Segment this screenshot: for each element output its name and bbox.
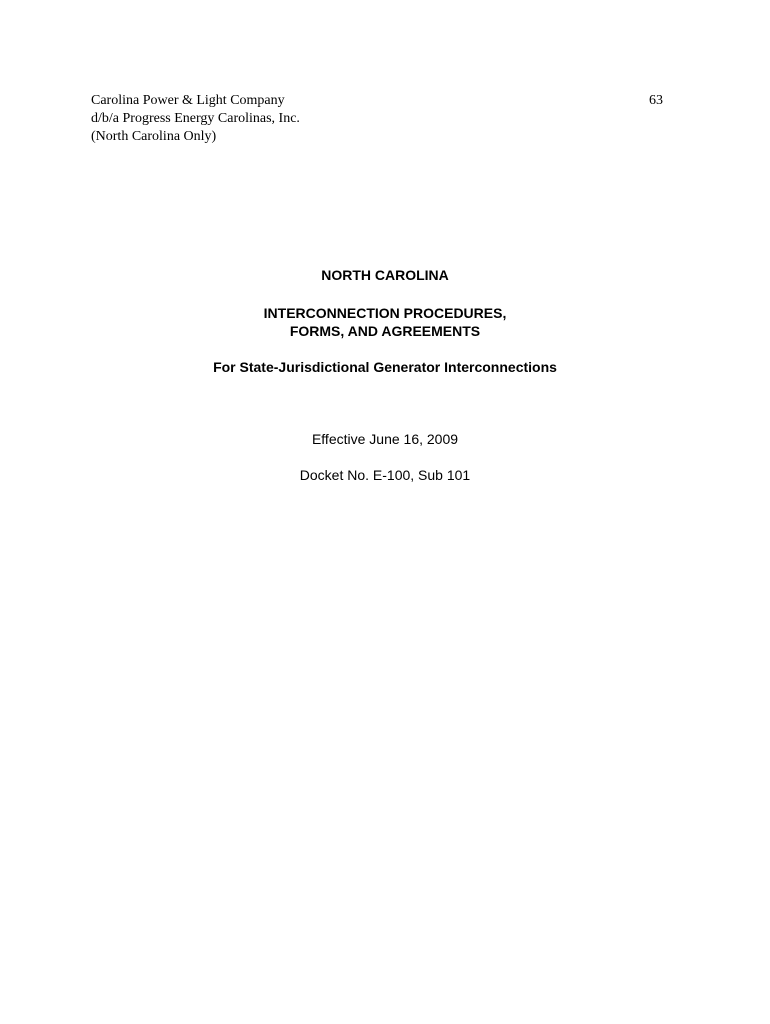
page-number: 63: [649, 93, 663, 108]
company-name: Carolina Power & Light Company: [91, 93, 285, 108]
company-header: [91, 92, 300, 146]
company-jurisdiction: (North Carolina Only): [91, 129, 217, 144]
document-title-line-1: INTERCONNECTION PROCEDURES,: [263, 305, 507, 321]
document-title-line-2: FORMS, AND AGREEMENTS: [289, 323, 481, 339]
effective-date: Effective June 16, 2009: [311, 431, 459, 447]
document-subtitle: For State-Jurisdictional Generator Interconnections: [213, 359, 557, 375]
docket-number: Docket No. E-100, Sub 101: [299, 467, 471, 483]
state-title: NORTH CAROLINA: [321, 267, 449, 283]
company-dba: d/b/a Progress Energy Carolinas, Inc.: [91, 111, 300, 126]
